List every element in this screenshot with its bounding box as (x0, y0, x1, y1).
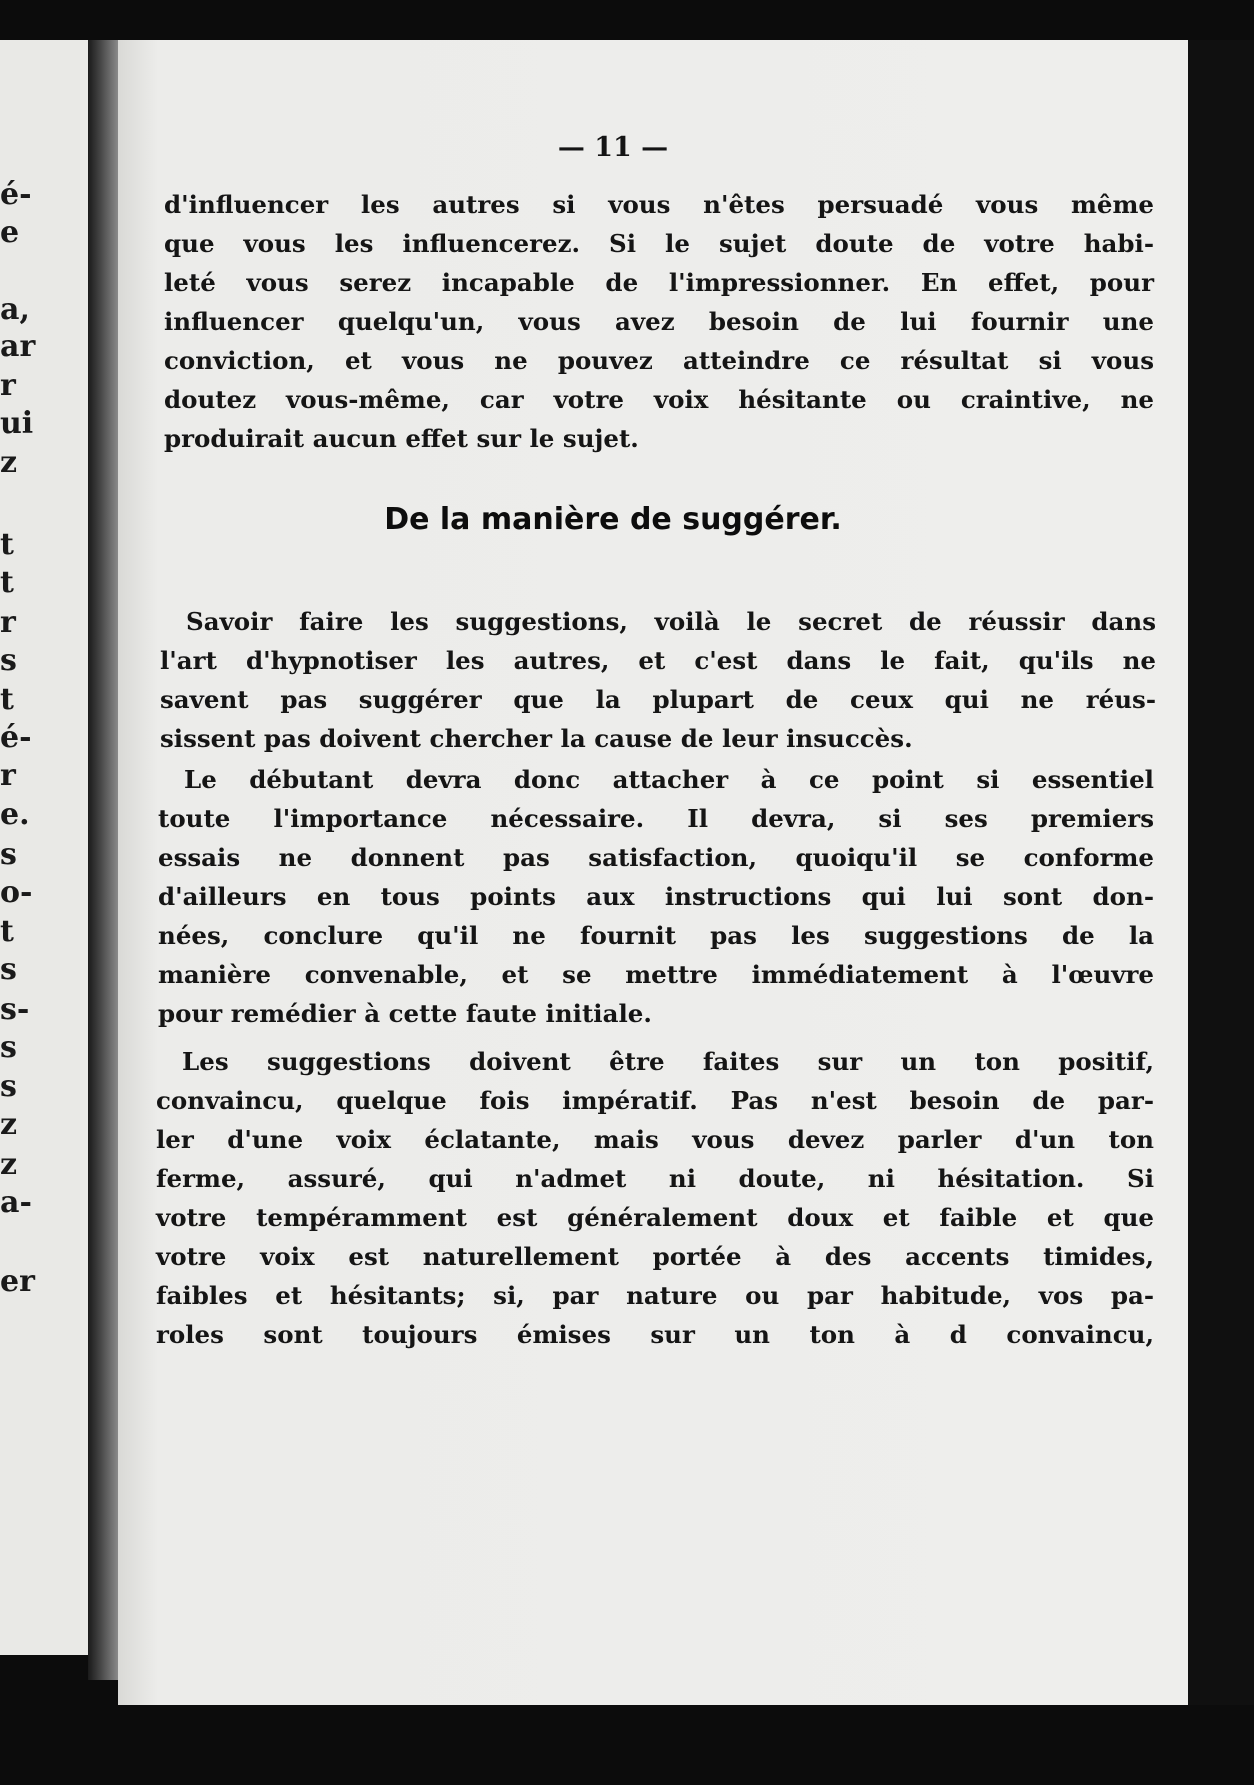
text-line: conviction, et vous ne pouvez atteindre ce résultat si vous (164, 346, 1154, 375)
section-heading: De la manière de suggérer. (384, 502, 842, 537)
left-fragment: a- (0, 1185, 32, 1220)
book-page (118, 40, 1188, 1705)
text-line: doutez vous-même, car votre voix hésitante ou craintive, ne (164, 385, 1154, 414)
left-fragment: s (0, 837, 17, 872)
left-fragment: s (0, 643, 17, 678)
paragraph (158, 760, 1154, 1033)
text-line: votre voix est naturellement portée à des accents timides, (156, 1242, 1154, 1271)
book-gutter (88, 40, 118, 1680)
left-fragment: t (0, 527, 14, 562)
left-fragment: s (0, 1030, 17, 1065)
left-fragment: z (0, 1147, 18, 1182)
paragraph (160, 602, 1156, 758)
paragraph (156, 1042, 1154, 1354)
text-line: d'influencer les autres si vous n'êtes persuadé vous même (164, 190, 1154, 219)
left-fragment: z (0, 445, 18, 480)
left-fragment: s- (0, 992, 30, 1027)
text-line: Savoir faire les suggestions, voilà le secret de réussir dans (186, 607, 1156, 636)
scan-background-bottom (118, 1705, 1254, 1785)
text-line: toute l'importance nécessaire. Il devra, si ses premiers (158, 804, 1154, 833)
left-fragment: t (0, 565, 14, 600)
left-fragment: e (0, 215, 20, 250)
left-fragment: é- (0, 720, 32, 755)
paragraph-continued (164, 185, 1154, 458)
left-fragment: ui (0, 406, 34, 441)
left-fragment: t (0, 682, 14, 717)
left-fragment: z (0, 1107, 18, 1142)
text-line: sissent pas doivent chercher la cause de leur insuccès. (160, 724, 913, 753)
text-line: roles sont toujours émises sur un ton à d convaincu, (156, 1320, 1154, 1349)
text-line: ler d'une voix éclatante, mais vous devez parler d'un ton (156, 1125, 1154, 1154)
text-line: pour remédier à cette faute initiale. (158, 999, 652, 1028)
text-line: d'ailleurs en tous points aux instructions qui lui sont don- (158, 882, 1154, 911)
left-fragment: er (0, 1264, 35, 1299)
text-line: savent pas suggérer que la plupart de ceux qui ne réus- (160, 685, 1156, 714)
text-line: convaincu, quelque fois impératif. Pas n'est besoin de par- (156, 1086, 1154, 1115)
left-fragment: t (0, 914, 14, 949)
text-line: nées, conclure qu'il ne fournit pas les suggestions de la (158, 921, 1154, 950)
text-line: essais ne donnent pas satisfaction, quoiqu'il se conforme (158, 843, 1154, 872)
text-line: produirait aucun effet sur le sujet. (164, 424, 639, 453)
text-line: que vous les influencerez. Si le sujet doute de votre habi- (164, 229, 1154, 258)
page-number: — 11 — (557, 132, 669, 163)
left-fragment: e. (0, 797, 30, 832)
left-fragment: r (0, 368, 16, 403)
left-fragment: é- (0, 177, 32, 212)
left-fragment: s (0, 952, 17, 987)
left-fragment: s (0, 1069, 17, 1104)
scan-background-right (1188, 40, 1254, 1705)
left-fragment: o- (0, 875, 33, 910)
left-fragment: r (0, 605, 16, 640)
left-fragment: a, (0, 292, 30, 327)
text-line: leté vous serez incapable de l'impressionner. En effet, pour (164, 268, 1154, 297)
text-line: faibles et hésitants; si, par nature ou par habitude, vos pa- (156, 1281, 1154, 1310)
text-line: l'art d'hypnotiser les autres, et c'est dans le fait, qu'ils ne (160, 646, 1156, 675)
left-fragment: r (0, 758, 16, 793)
text-line: votre tempéramment est généralement doux et faible et que (156, 1203, 1154, 1232)
text-line: Le débutant devra donc attacher à ce point si essentiel (184, 765, 1154, 794)
text-line: influencer quelqu'un, vous avez besoin de lui fournir une (164, 307, 1154, 336)
text-line: manière convenable, et se mettre immédiatement à l'œuvre (158, 960, 1154, 989)
previous-page-fragment (0, 40, 88, 1655)
text-line: ferme, assuré, qui n'admet ni doute, ni hésitation. Si (156, 1164, 1154, 1193)
left-fragment: ar (0, 329, 36, 364)
text-line: Les suggestions doivent être faites sur un ton positif, (182, 1047, 1154, 1076)
